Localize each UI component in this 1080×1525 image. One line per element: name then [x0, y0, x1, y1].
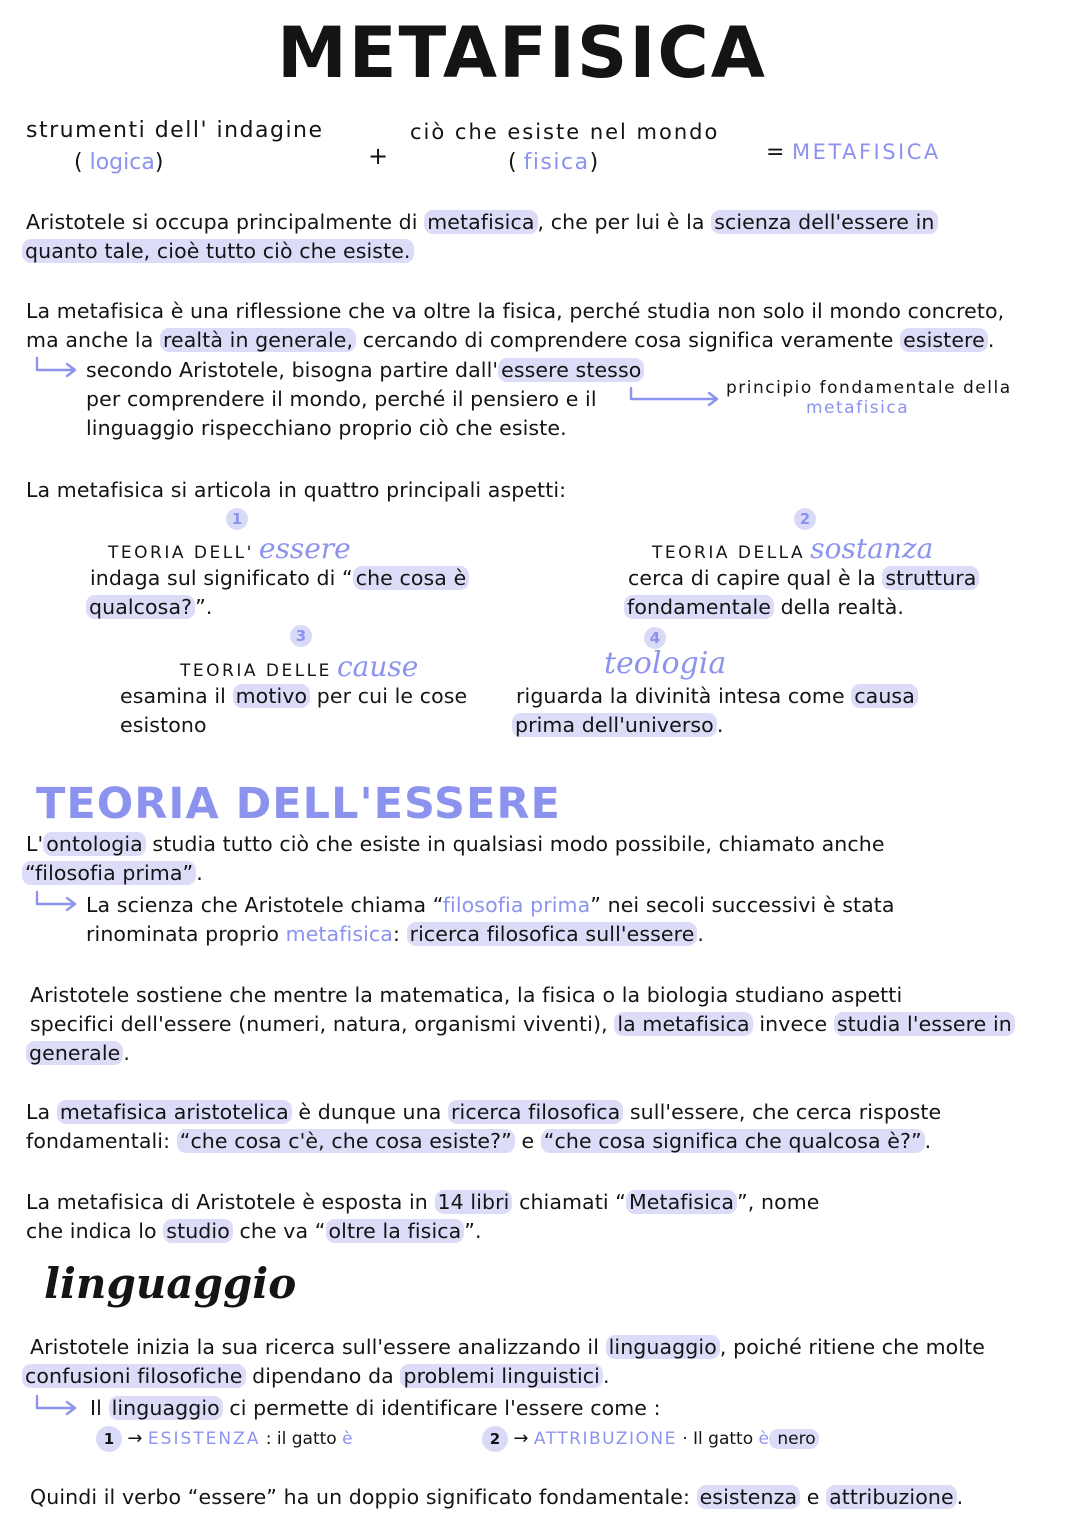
p2-line1: La metafisica è una riflessione che va oltre la fisica, perché studia non solo il mondo concreto,	[26, 299, 1005, 323]
s1p3-line1	[26, 1097, 941, 1127]
s1p4-c: chiamati “	[512, 1190, 626, 1214]
s1p1-e: .	[196, 861, 203, 885]
aspect-2-line1	[628, 563, 979, 593]
s1p4-e: ”, nome	[737, 1190, 820, 1214]
arrow-right-icon: →	[513, 1428, 529, 1449]
section-heading-linguaggio: linguaggio	[44, 1259, 297, 1308]
s1arrow-b: filosofia prima	[442, 893, 591, 917]
s2arrow-b: linguaggio	[109, 1396, 223, 1420]
s2arrow-line1	[90, 1393, 661, 1423]
s1arrow-line2	[86, 919, 704, 949]
example-1-verb: è	[342, 1429, 353, 1449]
aspect-1-number: 1	[226, 508, 248, 530]
aspect-1-hand: essere	[258, 532, 351, 565]
p2-c: realtà in generale,	[160, 328, 356, 352]
s2p1-e: dipendano da	[245, 1364, 401, 1388]
example-2-verb: è	[758, 1429, 769, 1449]
s1p2-e: studia l'essere in	[834, 1012, 1015, 1036]
s1p3-b: metafisica aristotelica	[57, 1100, 292, 1124]
s1p3-i: “che cosa significa che qualcosa è?”	[541, 1129, 925, 1153]
s1p3-line2	[26, 1126, 931, 1156]
s1p3-j: .	[924, 1129, 932, 1153]
aspect-2-l2end: della realtà.	[774, 595, 904, 619]
s1p4-line2	[26, 1216, 482, 1246]
s2p1-f: problemi linguistici	[400, 1364, 603, 1388]
p1-e: quanto tale, cioè tutto ciò che esiste.	[22, 239, 414, 263]
principle-note-line1: principio fondamentale della	[726, 378, 1012, 398]
final-c: e	[800, 1485, 827, 1509]
example-2-nero: nero	[769, 1429, 819, 1449]
aspect-2-l1b: struttura	[882, 566, 979, 590]
p2-arrow-line3: linguaggio rispecchiano proprio ciò che esiste.	[86, 416, 567, 440]
s1p4-b: 14 libri	[435, 1190, 513, 1214]
aspect-3-line1	[120, 681, 467, 711]
s1p2-d: invece	[752, 1012, 834, 1036]
aspect-1-head: TEORIA DELL'	[108, 543, 254, 563]
arrow-icon	[34, 1394, 80, 1416]
p2-arrow-a: secondo Aristotele, bisogna partire dall'	[86, 358, 499, 382]
equation-left: strumenti dell' indagine	[26, 118, 324, 143]
s2p1-c: , poiché ritiene che molte	[719, 1335, 985, 1359]
s1p2-line2	[30, 1009, 1015, 1039]
s1p4-a: La metafisica di Aristotele è esposta in	[26, 1190, 435, 1214]
s1p4-j: ”.	[464, 1219, 482, 1243]
s1p3-h: e	[514, 1129, 541, 1153]
s2-example-2	[482, 1426, 819, 1452]
aspect-1-line1	[90, 563, 469, 593]
s1p3-a: La	[26, 1100, 57, 1124]
aspect-4-line1	[516, 681, 918, 711]
aspect-4-hand: teologia	[604, 646, 727, 681]
aspect-2-heading	[652, 532, 933, 565]
equation-equals: =	[766, 140, 785, 165]
arrow-icon	[34, 890, 80, 912]
aspect-3-head: TEORIA DELLE	[180, 661, 332, 681]
s1p4-line1	[26, 1187, 820, 1217]
s1p4-i: oltre la fisica	[326, 1219, 465, 1243]
aspect-1-line2	[86, 592, 212, 622]
s1arrow-c: ” nei secoli successivi è stata	[590, 893, 895, 917]
s1p2-c: la metafisica	[614, 1012, 752, 1036]
s1p1-b: ontologia	[43, 832, 146, 856]
final-d: attribuzione	[826, 1485, 957, 1509]
arrow-icon	[34, 356, 80, 378]
s2arrow-c: ci permette di identificare l'essere come :	[222, 1396, 661, 1420]
aspect-3-heading	[180, 650, 418, 683]
aspect-1-heading	[108, 532, 351, 565]
aspect-4-l2end: .	[716, 713, 724, 737]
s1arrow-line1	[86, 890, 895, 920]
p2-arrow-line2: per comprendere il mondo, perché il pensiero e il	[86, 387, 597, 411]
s1p4-g: studio	[163, 1219, 233, 1243]
s1p4-h: che va “	[232, 1219, 326, 1243]
p2-f: .	[987, 328, 995, 352]
p1-c: , che per lui è la	[537, 210, 712, 234]
p1-line1	[26, 207, 938, 237]
example-2-number: 2	[482, 1426, 508, 1452]
p2-e: esistere	[900, 328, 988, 352]
p2-line2	[26, 325, 994, 355]
p2-b: ma anche la	[26, 328, 160, 352]
aspect-2-head: TEORIA DELLA	[652, 543, 806, 563]
equation-middle-sub: ( fisica)	[508, 150, 599, 175]
aspects-intro: La metafisica si articola in quattro principali aspetti:	[26, 478, 567, 502]
logica-text: logica	[89, 150, 155, 175]
s1p3-g: “che cosa c'è, che cosa esiste?”	[177, 1129, 515, 1153]
s1p2-b: specifici dell'essere (numeri, natura, organismi viventi),	[30, 1012, 615, 1036]
p1-b: metafisica	[424, 210, 537, 234]
p1-a: Aristotele si occupa principalmente di	[26, 210, 425, 234]
s1p1-line2	[22, 858, 203, 888]
s2p1-g: .	[602, 1364, 610, 1388]
aspect-3-l1a: esamina il	[120, 684, 233, 708]
arrow-right-icon: →	[127, 1428, 143, 1449]
aspect-2-number: 2	[794, 508, 816, 530]
p2-arrow-line1	[86, 355, 644, 385]
final-line	[30, 1482, 963, 1512]
p1-line2	[22, 236, 414, 266]
s1arrow-e: metafisica	[285, 922, 393, 946]
arrow-right-icon	[628, 386, 722, 408]
aspect-2-l2: fondamentale	[624, 595, 774, 619]
section-heading-teoria-essere: TEORIA DELL'ESSERE	[36, 779, 561, 829]
example-2-keyword: ATTRIBUZIONE	[533, 1429, 677, 1449]
example-1-text: : il gatto	[265, 1429, 343, 1449]
s1p1-c: studia tutto ciò che esiste in qualsiasi modo possibile, chiamato anche	[145, 832, 885, 856]
s2p1-line2	[22, 1361, 610, 1391]
equation-result: METAFISICA	[792, 140, 941, 164]
equation-plus: +	[368, 142, 389, 170]
s2p1-b: linguaggio	[606, 1335, 720, 1359]
aspect-4-l1b: causa	[851, 684, 918, 708]
aspect-4-l1a: riguarda la divinità intesa come	[516, 684, 852, 708]
s1p3-c: è dunque una	[291, 1100, 449, 1124]
final-b: esistenza	[697, 1485, 801, 1509]
aspect-3-number: 3	[290, 625, 312, 647]
equation-middle: ciò che esiste nel mondo	[410, 120, 720, 144]
s2p1-d: confusioni filosofiche	[22, 1364, 246, 1388]
aspect-1-l2end: ”.	[195, 595, 213, 619]
s1p1-a: L'	[26, 832, 44, 856]
aspect-4-line2	[512, 710, 723, 740]
s1arrow-d: rinominata proprio	[86, 922, 286, 946]
aspect-1-l2: qualcosa?	[86, 595, 195, 619]
p1-d: scienza dell'essere in	[711, 210, 937, 234]
s1arrow-g: ricerca filosofica sull'essere	[407, 922, 698, 946]
s2p1-a: Aristotele inizia la sua ricerca sull'essere analizzando il	[30, 1335, 606, 1359]
equation-left-sub: ( logica)	[74, 150, 164, 175]
principle-note-line2: metafisica	[806, 398, 910, 418]
s1p2-f: generale	[26, 1041, 123, 1065]
aspect-1-l1b: che cosa è	[353, 566, 470, 590]
s2arrow-a: Il	[90, 1396, 109, 1420]
aspect-3-hand: cause	[336, 650, 419, 683]
aspect-2-hand: sostanza	[810, 532, 934, 565]
aspect-1-l1a: indaga sul significato di “	[90, 566, 353, 590]
s2p1-line1	[30, 1332, 985, 1362]
s1p1-line1	[26, 829, 885, 859]
aspect-3-l1c: per cui le cose	[310, 684, 468, 708]
s1arrow-h: .	[697, 922, 705, 946]
s1p3-f: fondamentali:	[26, 1129, 177, 1153]
aspect-3-line2: esistono	[120, 713, 207, 737]
s1arrow-a: La scienza che Aristotele chiama “	[86, 893, 443, 917]
example-2-text: · Il gatto	[682, 1429, 759, 1449]
s1p4-d: Metafisica	[626, 1190, 737, 1214]
s2-example-1	[96, 1426, 353, 1452]
s1p3-e: sull'essere, che cerca risposte	[623, 1100, 942, 1124]
final-e: .	[956, 1485, 964, 1509]
p2-arrow-b: essere stesso	[498, 358, 644, 382]
final-a: Quindi il verbo “essere” ha un doppio significato fondamentale:	[30, 1485, 697, 1509]
aspect-4-l2: prima dell'universo	[512, 713, 717, 737]
s1arrow-f: :	[392, 922, 407, 946]
p2-d: cercando di comprendere cosa significa veramente	[356, 328, 901, 352]
aspect-2-l1a: cerca di capire qual è la	[628, 566, 883, 590]
page-title: METAFISICA	[277, 12, 767, 94]
s1p4-f: che indica lo	[26, 1219, 164, 1243]
s1p2-line3	[26, 1038, 130, 1068]
example-1-keyword: ESISTENZA	[147, 1429, 261, 1449]
s1p2-line1: Aristotele sostiene che mentre la matematica, la fisica o la biologia studiano aspetti	[30, 983, 903, 1007]
aspect-2-line2	[624, 592, 904, 622]
s1p2-g: .	[123, 1041, 130, 1065]
example-1-number: 1	[96, 1426, 122, 1452]
fisica-text: fisica	[523, 150, 590, 175]
aspect-4-number: 4	[644, 627, 666, 649]
s1p3-d: ricerca filosofica	[448, 1100, 623, 1124]
aspect-3-l1b: motivo	[233, 684, 311, 708]
s1p1-d: “filosofia prima”	[22, 861, 196, 885]
